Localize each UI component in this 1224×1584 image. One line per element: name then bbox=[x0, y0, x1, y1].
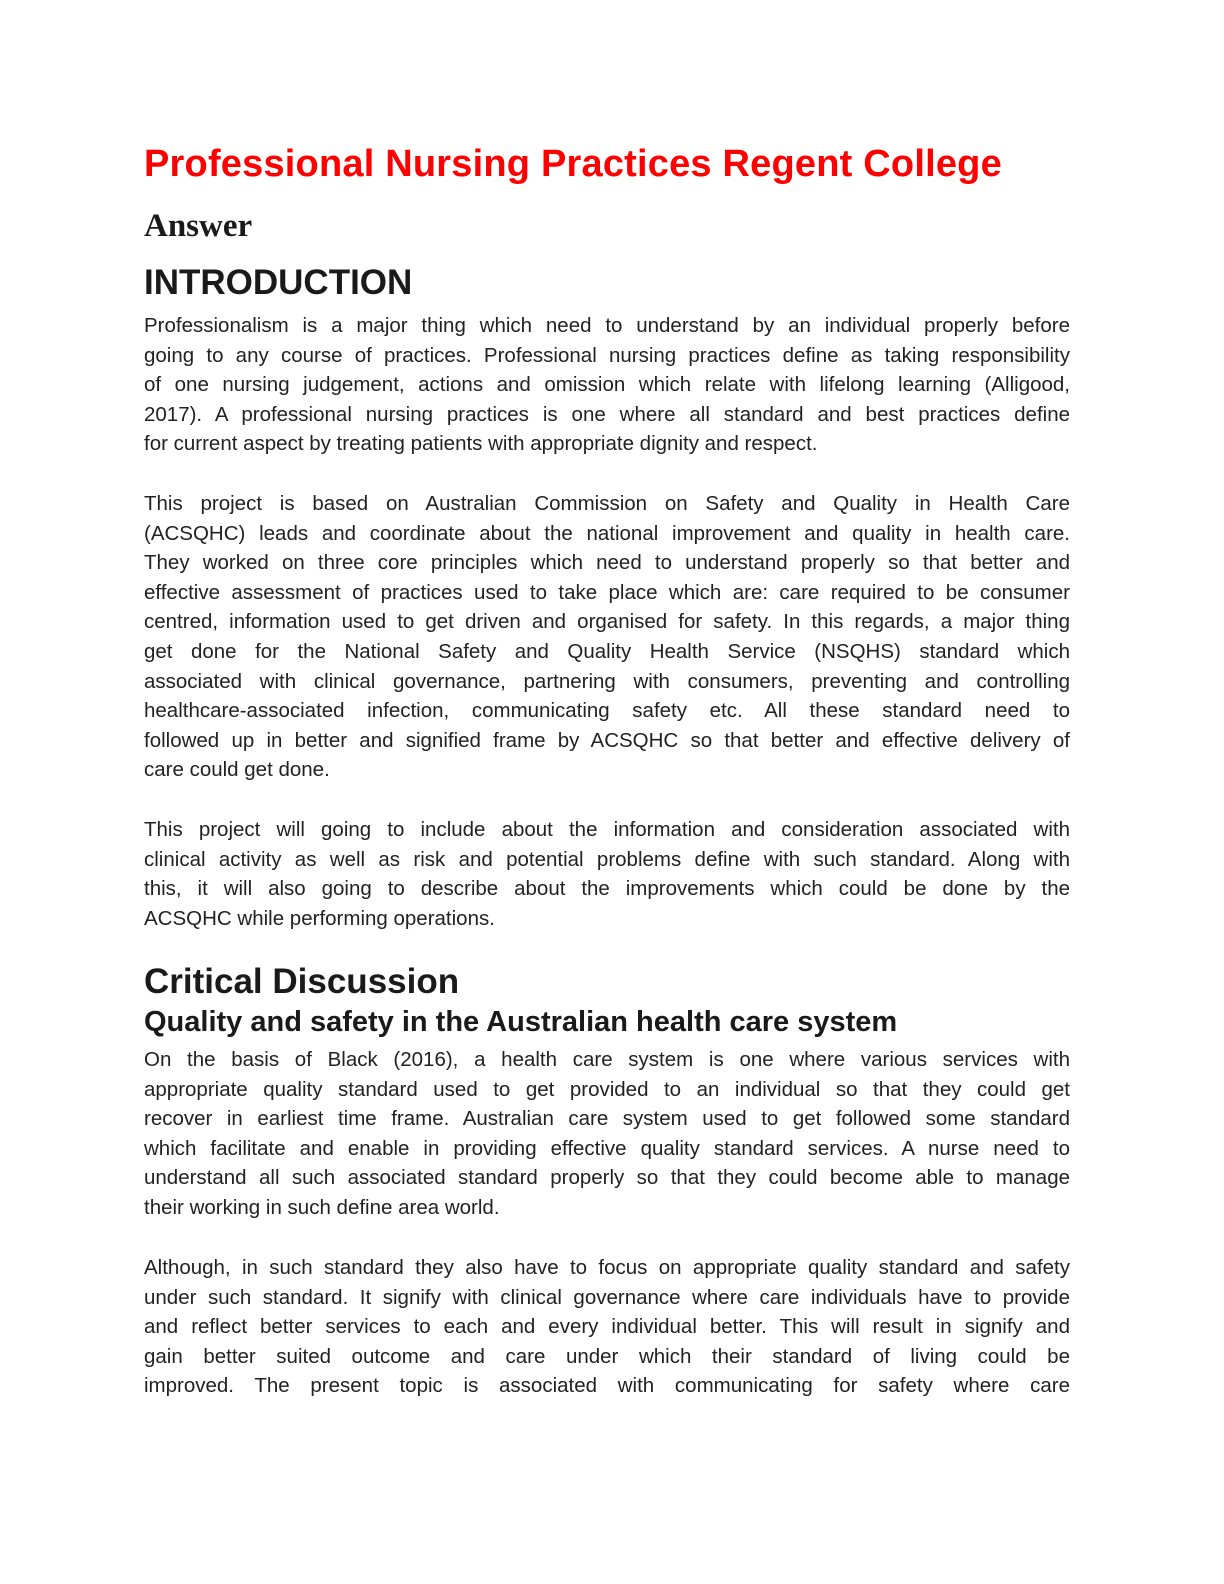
text-line: They worked on three core principles which need to understand properly so that better and bbox=[144, 551, 1070, 575]
paragraph-discussion-1 bbox=[144, 1045, 1070, 1223]
text-line: effective assessment of practices used to take place which are: care required to be consumer bbox=[144, 580, 1070, 604]
paragraph-intro-2 bbox=[144, 489, 1070, 785]
text-line: associated with clinical governance, partnering with consumers, preventing and controlling bbox=[144, 669, 1070, 693]
text-line: and reflect better services to each and every individual better. This will result in signify and bbox=[144, 1315, 1070, 1339]
text-line: clinical activity as well as risk and potential problems define with such standard. Along with bbox=[144, 847, 1070, 871]
text-line: get done for the National Safety and Quality Health Service (NSQHS) standard which bbox=[144, 639, 1070, 663]
text-line: This project is based on Australian Commission on Safety and Quality in Health Care bbox=[144, 492, 1070, 515]
text-line: which facilitate and enable in providing effective quality standard services. A nurse need to bbox=[144, 1136, 1070, 1160]
paragraph-intro-3 bbox=[144, 815, 1070, 933]
text-line: This project will going to include about the information and consideration associated with bbox=[144, 818, 1070, 841]
text-line: this, it will also going to describe about the improvements which could be done by the bbox=[144, 877, 1070, 901]
text-line: On the basis of Black (2016), a health care system is one where various services with bbox=[144, 1048, 1070, 1071]
text-line: understand all such associated standard properly so that they could become able to manage bbox=[144, 1166, 1070, 1190]
text-line: 2017). A professional nursing practices is one where all standard and best practices define bbox=[144, 402, 1070, 426]
text-line: their working in such define area world. bbox=[144, 1195, 500, 1219]
text-line: (ACSQHC) leads and coordinate about the national improvement and quality in health care. bbox=[144, 521, 1070, 545]
text-line: followed up in better and signified frame by ACSQHC so that better and effective delivery of bbox=[144, 728, 1070, 752]
document-title: Professional Nursing Practices Regent College bbox=[144, 143, 1002, 185]
paragraph-intro-1 bbox=[144, 311, 1070, 459]
text-line: healthcare-associated infection, communicating safety etc. All these standard need to bbox=[144, 699, 1070, 723]
text-line: ACSQHC while performing operations. bbox=[144, 906, 495, 930]
text-line: improved. The present topic is associated with communicating for safety where care bbox=[144, 1374, 1070, 1398]
text-line: for current aspect by treating patients with appropriate dignity and respect. bbox=[144, 432, 818, 456]
section-heading-critical-discussion: Critical Discussion bbox=[144, 962, 460, 1001]
answer-label: Answer bbox=[144, 208, 253, 244]
text-line: recover in earliest time frame. Australian care system used to get followed some standard bbox=[144, 1107, 1070, 1131]
text-line: Although, in such standard they also have to focus on appropriate quality standard and safety bbox=[144, 1256, 1070, 1279]
text-line: appropriate quality standard used to get provided to an individual so that they could get bbox=[144, 1077, 1070, 1101]
text-line: under such standard. It signify with clinical governance where care individuals have to provide bbox=[144, 1285, 1070, 1309]
text-line: centred, information used to get driven and organised for safety. In this regards, a major thing bbox=[144, 610, 1070, 634]
text-line: care could get done. bbox=[144, 758, 330, 782]
subsection-heading-quality-safety: Quality and safety in the Australian health care system bbox=[144, 1006, 898, 1038]
text-line: Professionalism is a major thing which need to understand by an individual properly before bbox=[144, 314, 1070, 337]
section-heading-introduction: INTRODUCTION bbox=[144, 263, 413, 302]
paragraph-discussion-2 bbox=[144, 1253, 1070, 1401]
text-line: gain better suited outcome and care under which their standard of living could be bbox=[144, 1344, 1070, 1368]
text-line: going to any course of practices. Professional nursing practices define as taking responsibility bbox=[144, 343, 1070, 367]
text-line: of one nursing judgement, actions and omission which relate with lifelong learning (Alligood, bbox=[144, 373, 1070, 397]
